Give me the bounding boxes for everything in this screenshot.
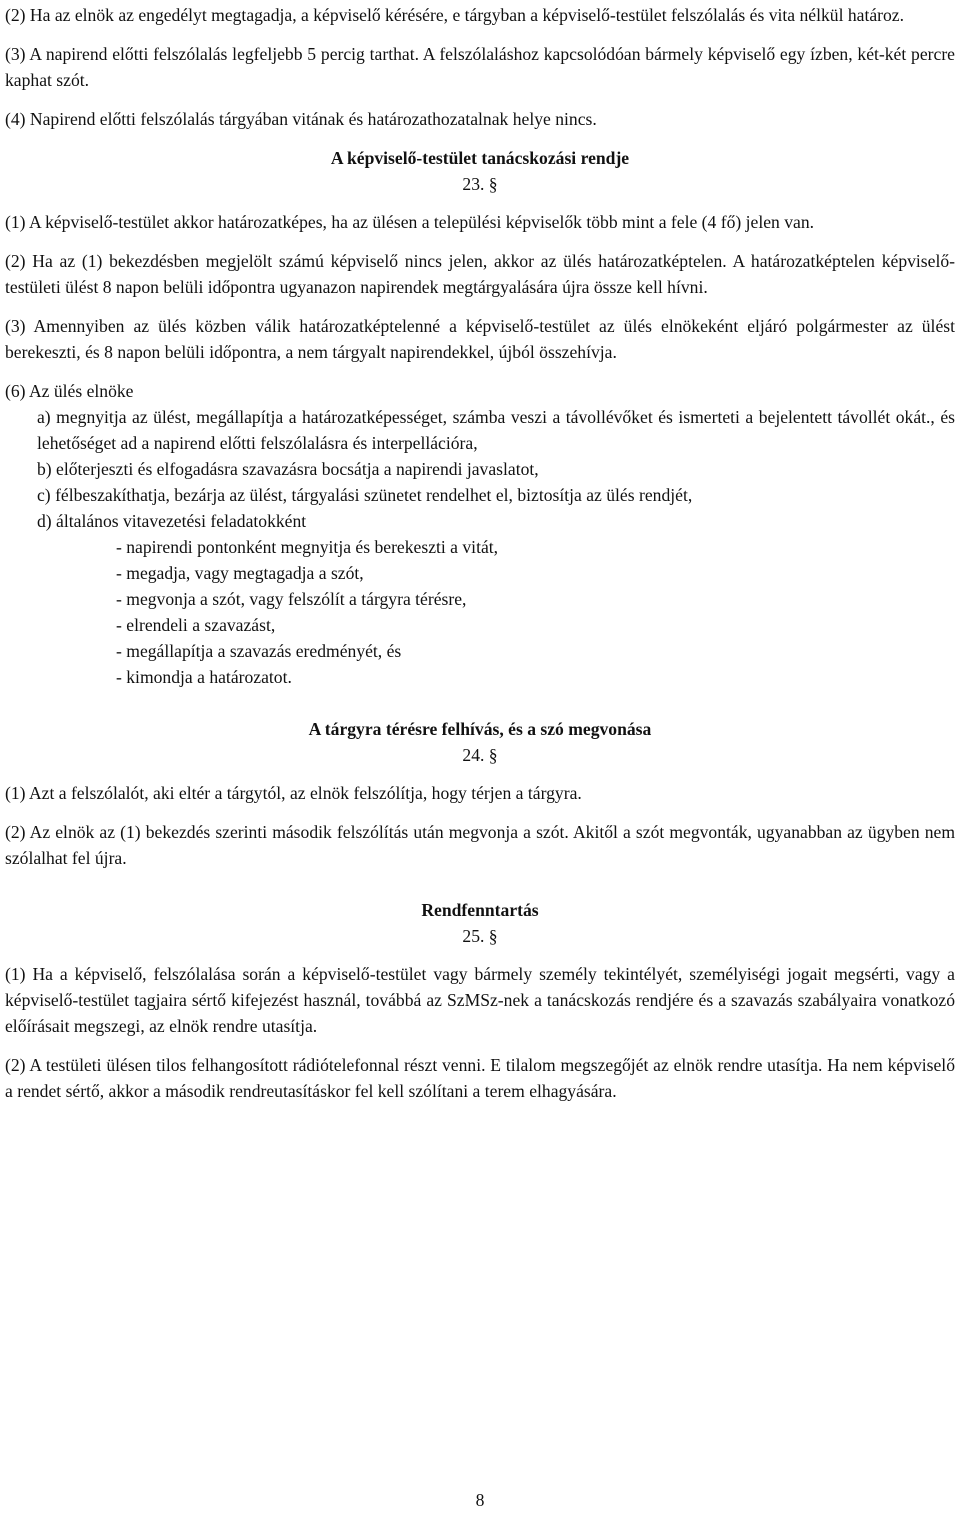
section-24-paragraph-2: (2) Az elnök az (1) bekezdés szerinti második felszólítás után megvonja a szót. Akitől a szót megvonták, ugyanabban az ügyben nem szólalhat fel újra.	[5, 822, 955, 868]
section-25-paragraph-2: (2) A testületi ülésen tilos felhangosított rádiótelefonnal részt venni. E tilalom megszegőjét az elnök rendre utasítja. Ha nem képviselő a rendet sértő, akkor a második rendreutasításkor fel kell szólítani a terem elhagyására.	[5, 1055, 955, 1101]
list-item: d) általános vitavezetési feladatokként	[37, 511, 307, 531]
list-item: c) félbeszakíthatja, bezárja az ülést, tárgyalási szünetet rendelhet el, biztosítja az ülés rendjét,	[37, 485, 693, 505]
section-23-heading: A képviselő-testület tanácskozási rendje	[330, 148, 630, 168]
section-25-paragraph-1: (1) Ha a képviselő, felszólalása során a képviselő-testület vagy bármely személy tekintélyét, személyiségi jogait megsérti, vagy a képviselő-testület tagjaira sértő kifejezést használ, továbbá az SzMSz-nek a tanácskozás rendjére és a szavazás szabályaira vonatkozó előírásait megszegi, az elnök rendre utasítja.	[5, 964, 955, 1036]
paragraph-2: (2) Ha az elnök az engedélyt megtagadja, a képviselő kérésére, e tárgyban a képviselő-testület felszólalás és vita nélkül határoz.	[5, 5, 905, 25]
section-23-paragraph-6-intro: (6) Az ülés elnöke	[5, 381, 134, 401]
list-item: b) előterjeszti és elfogadásra szavazásra bocsátja a napirendi javaslatot,	[37, 459, 539, 479]
list-subitem: - elrendeli a szavazást,	[116, 615, 276, 635]
paragraph-4: (4) Napirend előtti felszólalás tárgyában vitának és határozathozatalnak helye nincs.	[5, 109, 597, 129]
list-subitem: - megvonja a szót, vagy felszólít a tárgyra térésre,	[116, 589, 467, 609]
section-23-paragraph-2: (2) Ha az (1) bekezdésben megjelölt számú képviselő nincs jelen, akkor az ülés határozatképtelen. A határozatképtelen képviselő-testületi ülést 8 napon belüli időpontra ugyanazon napirendek megtárgyalására újra össze kell hívni.	[5, 251, 955, 297]
paragraph-3: (3) A napirend előtti felszólalás legfeljebb 5 percig tarthat. A felszólaláshoz kapcsolódóan bármely képviselő egy ízben, két-két percre kaphat szót.	[5, 44, 955, 90]
section-24-heading: A tárgyra térésre felhívás, és a szó megvonása	[308, 719, 652, 739]
section-25-heading: Rendfenntartás	[421, 900, 539, 920]
chair-duties-list	[5, 404, 955, 690]
list-subitem: - megállapítja a szavazás eredményét, és	[116, 641, 402, 661]
section-25-number: 25. §	[462, 926, 498, 946]
section-23-paragraph-1: (1) A képviselő-testület akkor határozatképes, ha az ülésen a települési képviselők több mint a fele (4 fő) jelen van.	[5, 212, 815, 232]
section-24-number: 24. §	[462, 745, 498, 765]
page-number: 8	[475, 1490, 485, 1510]
section-24-paragraph-1: (1) Azt a felszólalót, aki eltér a tárgytól, az elnök felszólítja, hogy térjen a tárgyra.	[5, 783, 582, 803]
list-item: a) megnyitja az ülést, megállapítja a határozatképességet, számba veszi a távollévőket és ismerteti a bejelentett távollét okát., és lehetőséget ad a napirend előtti felszólalásra és interpellációra,	[37, 407, 955, 453]
list-subitem: - megadja, vagy megtagadja a szót,	[116, 563, 364, 583]
document-page	[5, 2, 955, 1117]
section-23-number: 23. §	[462, 174, 498, 194]
list-subitem: - kimondja a határozatot.	[116, 667, 292, 687]
list-subitem: - napirendi pontonként megnyitja és berekeszti a vitát,	[116, 537, 499, 557]
section-23-paragraph-3: (3) Amennyiben az ülés közben válik határozatképtelenné a képviselő-testület az ülés elnökeként eljáró polgármester az ülést berekeszti, és 8 napon belüli időpontra, a nem tárgyalt napirendekkel, újból összehívja.	[5, 316, 955, 362]
